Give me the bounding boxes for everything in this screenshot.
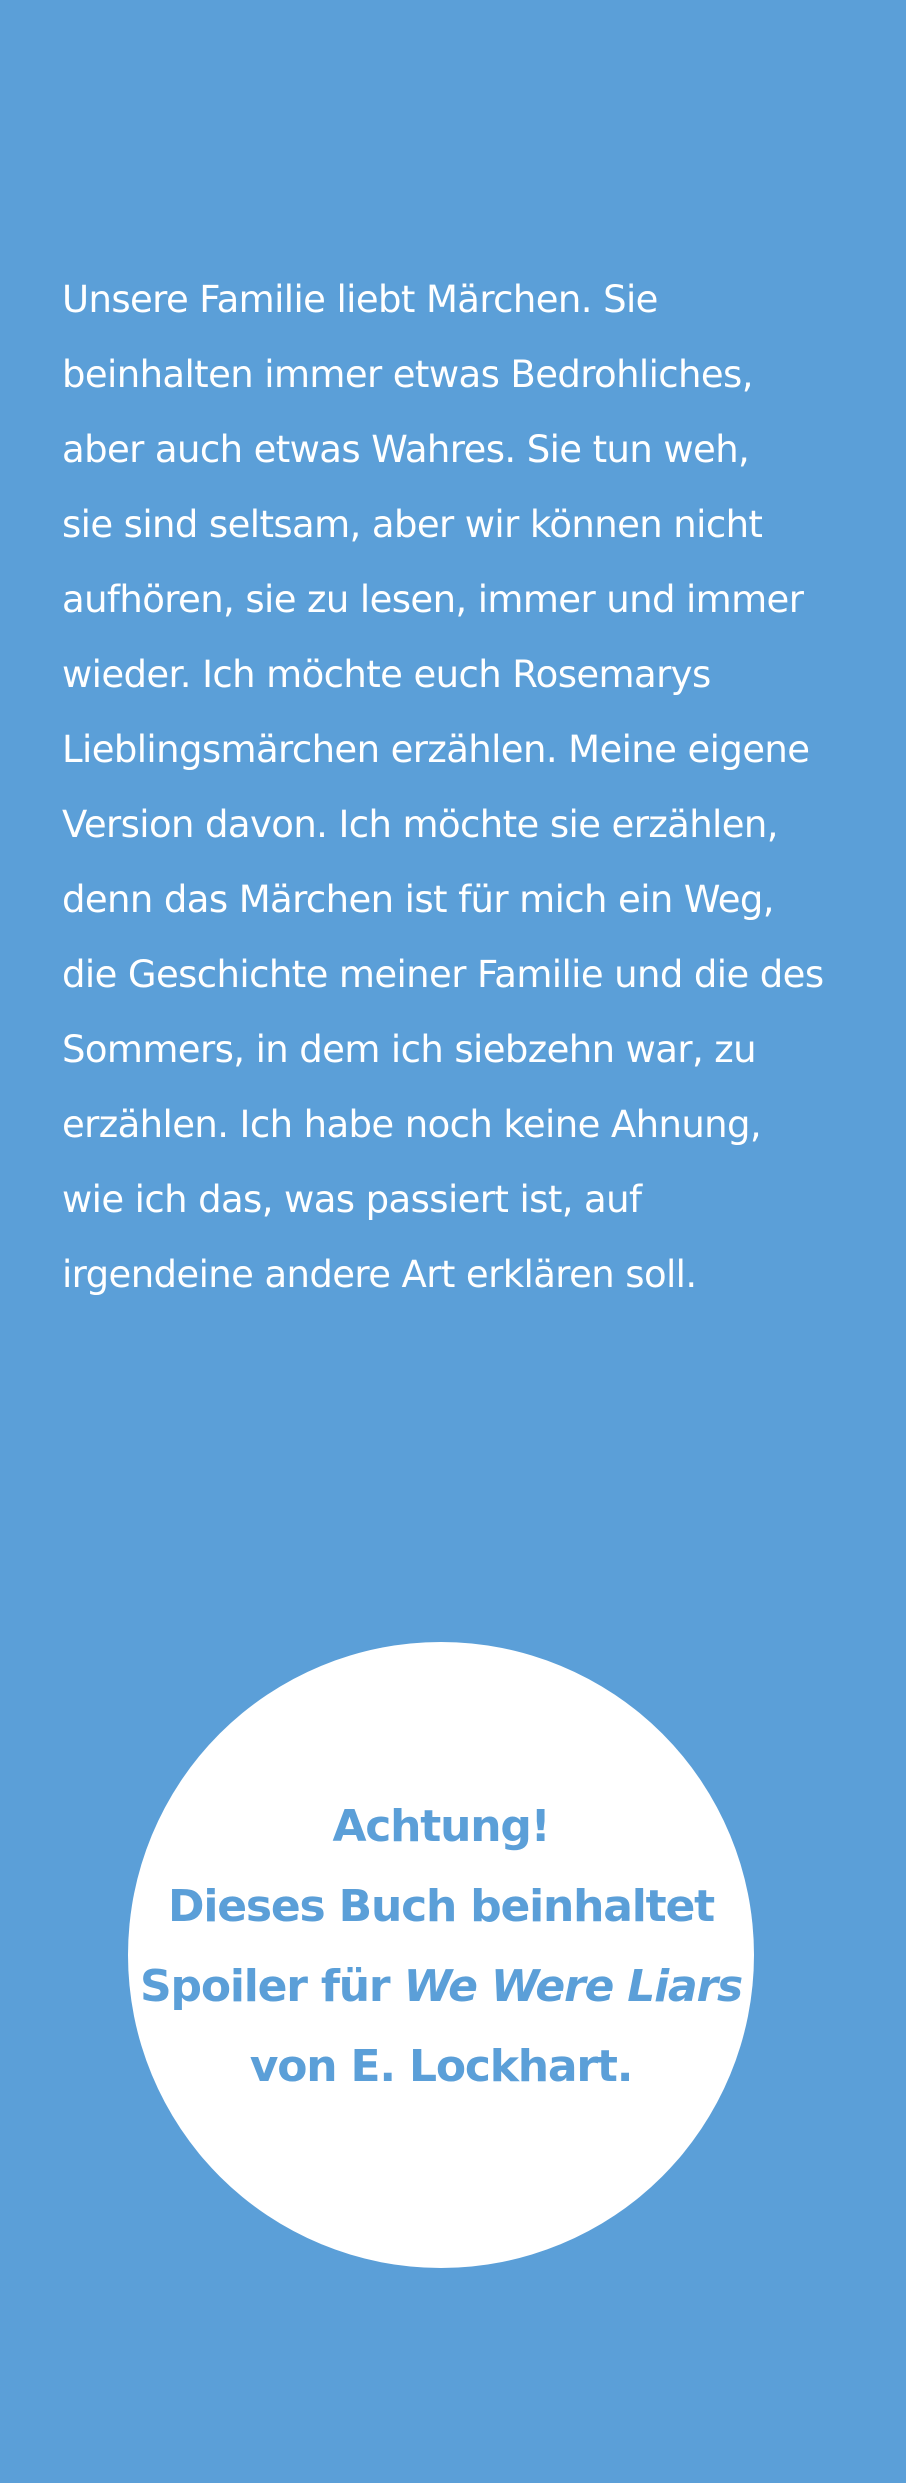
blurb-line: denn das Märchen ist für mich ein Weg, <box>62 878 774 921</box>
blurb-line: aufhören, sie zu lesen, immer und immer <box>62 578 804 621</box>
warning-prefix: Spoiler für <box>140 1961 404 2012</box>
warning-line: Dieses Buch beinhaltet <box>168 1881 714 1932</box>
blurb-line: aber auch etwas Wahres. Sie tun weh, <box>62 428 750 471</box>
book-title: We Were Liars <box>403 1961 742 2012</box>
blurb-line: beinhalten immer etwas Bedrohliches, <box>62 353 753 396</box>
warning-line <box>128 1947 754 2027</box>
warning-heading: Achtung! <box>332 1801 550 1852</box>
blurb-line: Version davon. Ich möchte sie erzählen, <box>62 803 778 846</box>
blurb-line: erzählen. Ich habe noch keine Ahnung, <box>62 1103 762 1146</box>
blurb-text <box>62 262 882 1312</box>
blurb-line: Sommers, in dem ich siebzehn war, zu <box>62 1028 756 1071</box>
blurb-line: irgendeine andere Art erklären soll. <box>62 1253 697 1296</box>
spoiler-warning-badge <box>128 1642 754 2268</box>
spoiler-warning-text <box>128 1787 754 2107</box>
warning-author-line: von E. Lockhart. <box>249 2041 633 2092</box>
blurb-line: Unsere Familie liebt Märchen. Sie <box>62 278 658 321</box>
blurb-line: Lieblingsmärchen erzählen. Meine eigene <box>62 728 810 771</box>
blurb-line: die Geschichte meiner Familie und die des <box>62 953 824 996</box>
blurb-line: wie ich das, was passiert ist, auf <box>62 1178 642 1221</box>
blurb-line: sie sind seltsam, aber wir können nicht <box>62 503 763 546</box>
blurb-line: wieder. Ich möchte euch Rosemarys <box>62 653 711 696</box>
